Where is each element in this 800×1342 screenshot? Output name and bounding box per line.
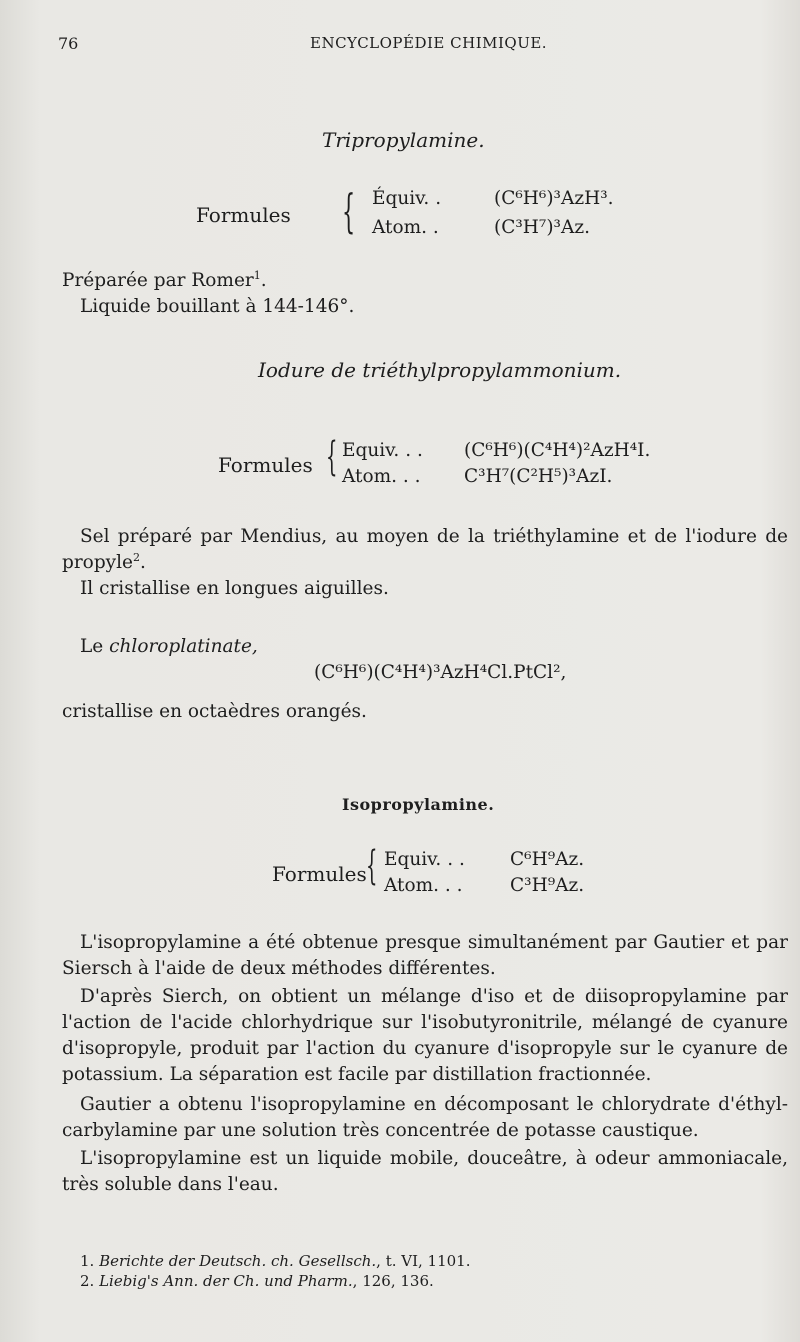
brace: { bbox=[326, 434, 338, 480]
running-title: ENCYCLOPÉDIE CHIMIQUE. bbox=[310, 34, 548, 52]
section-title-tripropylamine: Tripropylamine. bbox=[322, 128, 485, 152]
formulas-label: Formules bbox=[196, 203, 291, 227]
paragraph: Il cristallise en longues aiguilles. bbox=[80, 578, 389, 599]
paragraph: D'après Sierch, on obtient un mélange d'iso et de diisopropylamine par l'action de l'acide chlorhydrique sur l'isobutyronitrile, mélangé de cyanure d'isopropyle, produit par l'action du cyanure d'isopropyle sur le cyanure de potassium. La séparation est facile par distillation fractionnée. bbox=[62, 986, 788, 1085]
atom-label: Atom. . . bbox=[384, 875, 463, 896]
atom-label: Atom. . bbox=[372, 217, 439, 238]
brace: { bbox=[342, 184, 356, 238]
formulas-label: Formules bbox=[272, 862, 367, 886]
section-title-isopropylamine: Isopropylamine. bbox=[342, 795, 495, 814]
atom-formula: (C³H⁷)³Az. bbox=[494, 217, 590, 238]
formulas-label: Formules bbox=[218, 453, 313, 477]
equiv-label: Equiv. . . bbox=[384, 849, 465, 870]
paragraph: L'isopropylamine est un liquide mobile, douceâtre, à odeur ammoniacale, très soluble dans l'eau. bbox=[62, 1148, 788, 1195]
chloroplatinate-formula: (C⁶H⁶)(C⁴H⁴)³AzH⁴Cl.PtCl², bbox=[314, 662, 567, 683]
footnote-ref: 1 bbox=[253, 268, 261, 282]
section-title-iodure: Iodure de triéthylpropylammonium. bbox=[258, 358, 622, 382]
boiling-line: Liquide bouillant à 144-146°. bbox=[80, 296, 355, 317]
paragraph: cristallise en octaèdres orangés. bbox=[62, 701, 367, 722]
chloroplatinate-label: Le chloroplatinate, bbox=[80, 636, 258, 657]
footnote: 2. Liebig's Ann. der Ch. und Pharm., 126, 136. bbox=[80, 1272, 434, 1290]
brace: { bbox=[366, 843, 378, 889]
atom-label: Atom. . . bbox=[342, 466, 421, 487]
page-number: 76 bbox=[58, 34, 79, 53]
atom-formula: C³H⁹Az. bbox=[510, 875, 585, 896]
footnote-ref: 2 bbox=[132, 550, 141, 564]
prep-line: Préparée par Romer$^1$. bbox=[62, 268, 267, 291]
equiv-formula: C⁶H⁹Az. bbox=[510, 849, 585, 870]
paragraph: Sel préparé par Mendius, au moyen de la triéthylamine et de l'iodure de propyle$^2$. bbox=[62, 526, 788, 573]
equiv-label: Equiv. . . bbox=[342, 440, 423, 461]
paragraph: L'isopropylamine a été obtenue presque simultanément par Gautier et par Siersch à l'aide de deux méthodes différentes. bbox=[62, 932, 788, 979]
equiv-formula: (C⁶H⁶)(C⁴H⁴)²AzH⁴I. bbox=[464, 440, 651, 461]
equiv-formula: (C⁶H⁶)³AzH³. bbox=[494, 188, 614, 209]
footnote: 1. Berichte der Deutsch. ch. Gesellsch., t. VI, 1101. bbox=[80, 1252, 471, 1270]
equiv-label: Équiv. . bbox=[372, 188, 442, 209]
atom-formula: C³H⁷(C²H⁵)³AzI. bbox=[464, 466, 613, 487]
paragraph: Gautier a obtenu l'isopropylamine en décomposant le chlorydrate d'éthyl-carbylamine par une solution très concentrée de potasse caustique. bbox=[62, 1094, 788, 1141]
